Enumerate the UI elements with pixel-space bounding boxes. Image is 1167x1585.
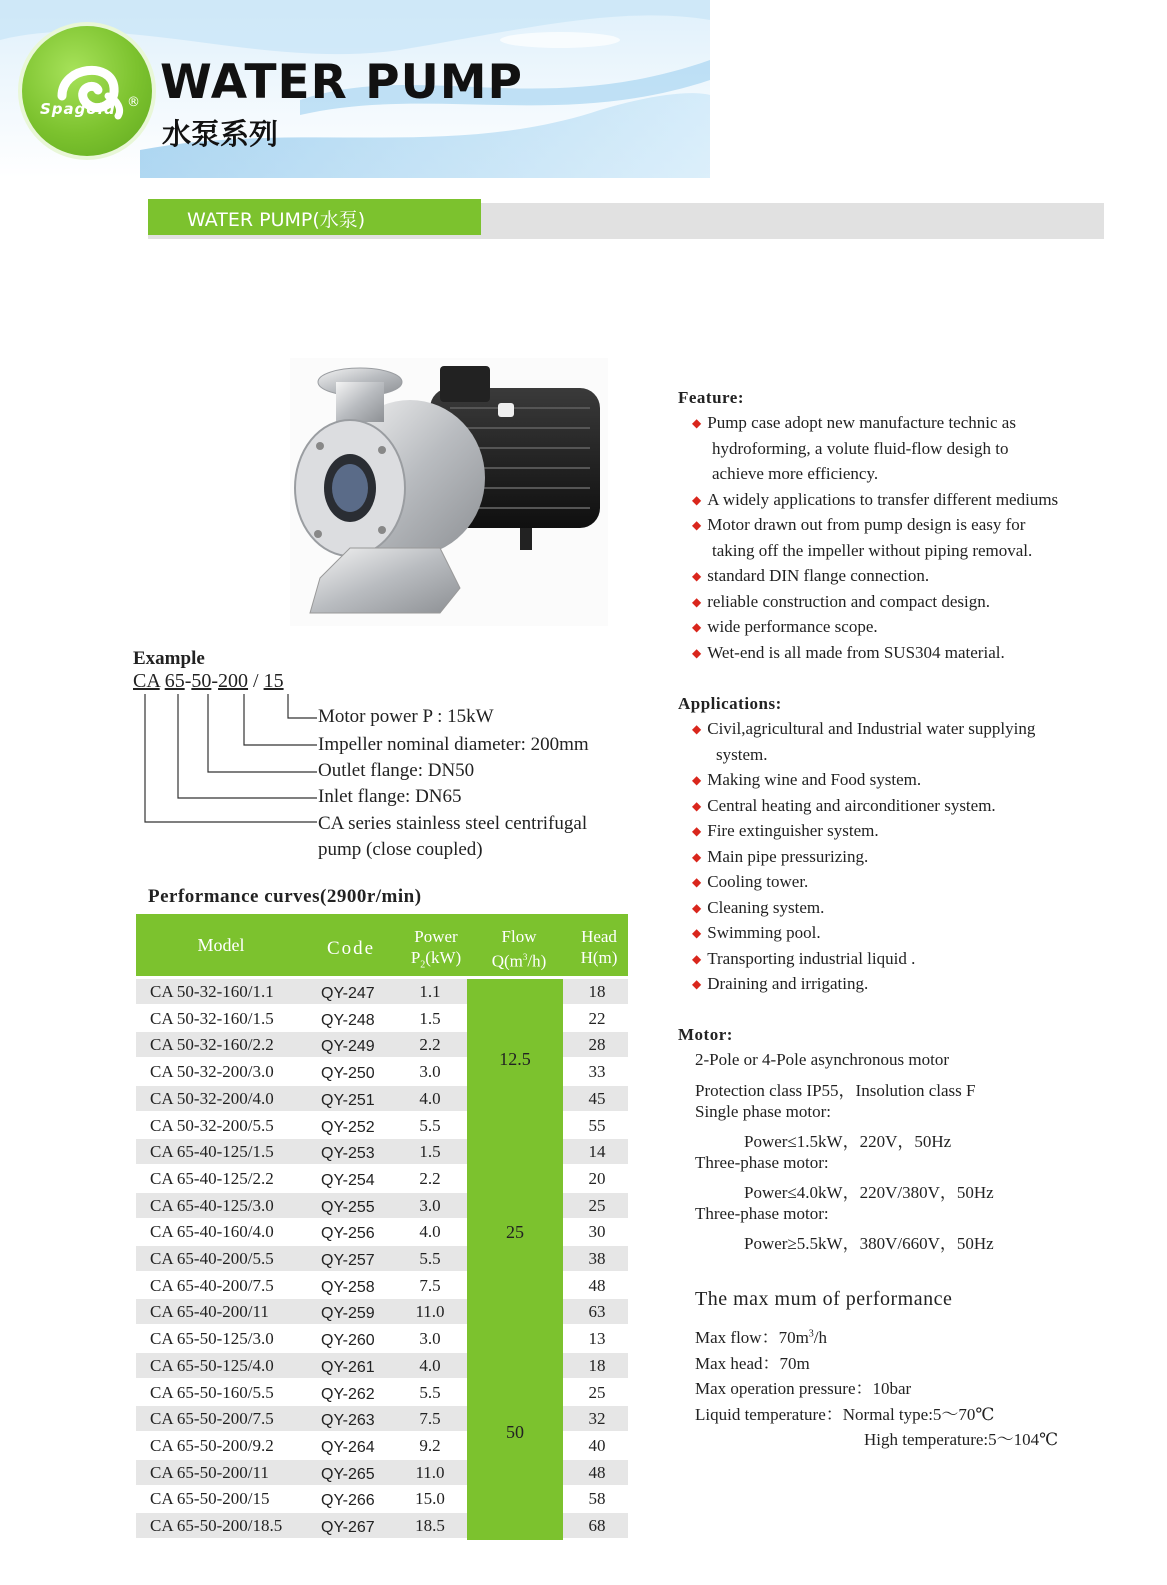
th-head: Head H(m)	[580, 927, 618, 967]
cell-code: QY-262	[321, 1385, 375, 1403]
application-item: ◆ Main pipe pressurizing.	[692, 846, 869, 866]
application-item: ◆ Making wine and Food system.	[692, 770, 922, 789]
application-item: ◆ Draining and irrigating.	[692, 974, 869, 993]
legend-impeller-diameter: Impeller nominal diameter: 200mm	[318, 734, 589, 755]
cell-model: CA 65-50-200/15	[150, 1489, 270, 1509]
cell-model: CA 65-40-200/7.5	[150, 1275, 274, 1295]
cell-power: 18.5	[415, 1516, 445, 1535]
motor-three-label-2: Three-phase motor:	[695, 1204, 829, 1223]
legend-series-line1: CA series stainless steel centrifugal	[318, 813, 588, 834]
cell-code: QY-261	[321, 1358, 375, 1376]
cell-model: CA 65-50-125/4.0	[150, 1355, 274, 1375]
cell-power: 4.0	[419, 1088, 441, 1108]
cell-model: CA 50-32-200/4.0	[150, 1088, 274, 1108]
cell-power: 3.0	[419, 1329, 441, 1349]
max-head: Max head：70m	[695, 1354, 810, 1373]
logo-text: Spagold	[40, 100, 116, 118]
code-series: CA	[133, 670, 160, 692]
application-item-continuation: system.	[716, 744, 768, 764]
cell-model: CA 50-32-200/5.5	[150, 1115, 274, 1135]
red-diamond-bullet-icon: ◆	[692, 569, 702, 583]
cell-head: 14	[588, 1142, 606, 1162]
pump-product-image	[290, 358, 608, 626]
code-inlet: 65	[164, 670, 185, 692]
cell-power: 7.5	[419, 1275, 441, 1295]
feature-item-continuation: achieve more efficiency.	[712, 464, 879, 483]
header	[0, 0, 1167, 178]
cell-power: 15.0	[415, 1489, 445, 1509]
registered-mark: ®	[127, 95, 140, 110]
cell-model: CA 65-40-160/4.0	[150, 1222, 274, 1242]
example-title: Example	[133, 648, 205, 669]
cell-model: CA 50-32-160/1.1	[150, 982, 274, 1001]
red-diamond-bullet-icon: ◆	[692, 900, 702, 915]
cell-head: 45	[588, 1088, 606, 1108]
cell-power: 3.0	[419, 1195, 441, 1215]
feature-item: ◆ A widely applications to transfer different mediums	[692, 489, 1059, 509]
cell-head: 63	[588, 1302, 606, 1322]
cell-model: CA 65-50-125/3.0	[150, 1329, 274, 1349]
red-diamond-bullet-icon: ◆	[692, 518, 702, 532]
logo-swirl-icon	[22, 26, 152, 156]
page-subtitle: 水泵系列	[162, 117, 279, 151]
legend-inlet-flange: Inlet flange: DN65	[318, 786, 462, 807]
th-code: Code	[326, 938, 376, 959]
cell-model: CA 65-50-200/11	[150, 1462, 269, 1482]
feature-item: ◆ wide performance scope.	[692, 617, 878, 636]
red-diamond-bullet-icon: ◆	[692, 722, 702, 736]
code-power: 15	[263, 670, 284, 692]
cell-model: CA 50-32-200/3.0	[150, 1062, 274, 1082]
cell-head: 18	[588, 1355, 606, 1375]
performance-title: Performance curves(2900r/min)	[148, 886, 422, 907]
cell-code: QY-258	[321, 1278, 375, 1296]
cell-head: 28	[588, 1035, 606, 1055]
max-flow: Max flow：$70m^3/h$	[695, 1328, 828, 1347]
cell-head: 33	[588, 1062, 606, 1082]
table-header	[136, 914, 628, 976]
brand-logo	[22, 26, 152, 156]
red-diamond-bullet-icon: ◆	[692, 875, 702, 889]
cell-model: CA 65-40-125/3.0	[150, 1195, 274, 1215]
cell-power: 5.5	[419, 1115, 441, 1135]
red-diamond-bullet-icon: ◆	[692, 849, 702, 864]
cell-power: 2.2	[419, 1168, 441, 1188]
legend-series-line2: pump (close coupled)	[318, 839, 483, 860]
application-item: ◆ Cleaning system.	[692, 897, 825, 917]
red-diamond-bullet-icon: ◆	[692, 977, 702, 991]
motor-three-label-1: Three-phase motor:	[695, 1153, 829, 1172]
cell-code: QY-255	[321, 1198, 375, 1216]
cell-model: CA 50-32-160/1.5	[150, 1008, 274, 1028]
cell-power: 4.0	[419, 1355, 441, 1375]
flow-group-cell: 25	[467, 1139, 563, 1326]
red-diamond-bullet-icon: ◆	[692, 594, 702, 609]
cell-power: 3.0	[419, 1062, 441, 1082]
red-diamond-bullet-icon: ◆	[692, 926, 702, 940]
feature-item-continuation: taking off the impeller without piping removal.	[712, 540, 1033, 560]
cell-power: 4.0	[419, 1222, 441, 1242]
cell-head: 48	[588, 1275, 606, 1295]
flow-group-cell: 12.5	[467, 979, 563, 1139]
example-connector-lines	[133, 690, 333, 830]
cell-code: QY-247	[321, 985, 375, 1002]
cell-code: QY-250	[321, 1065, 375, 1083]
feature-item: ◆ Pump case adopt new manufacture technic as	[692, 413, 1016, 432]
motor-title: Motor:	[678, 1025, 733, 1044]
th-model: Model	[197, 935, 245, 955]
application-item: ◆ Cooling tower.	[692, 872, 809, 891]
cell-code: QY-253	[321, 1145, 375, 1163]
cell-code: QY-257	[321, 1252, 375, 1269]
red-diamond-bullet-icon: ◆	[692, 951, 702, 966]
red-diamond-bullet-icon: ◆	[692, 492, 702, 507]
code-impeller: 200	[218, 670, 249, 692]
flow-group-cell: 50	[467, 1326, 563, 1540]
feature-item: ◆ reliable construction and compact design.	[692, 591, 991, 611]
max-performance-title: The max mum of performance	[695, 1288, 953, 1310]
cell-model: CA 65-40-200/5.5	[150, 1249, 274, 1268]
cell-code: QY-248	[321, 1011, 375, 1029]
application-item: ◆ Fire extinguisher system.	[692, 821, 879, 840]
feature-item-continuation: hydroforming, a volute fluid-flow desigh to	[712, 438, 1009, 458]
cell-code: QY-263	[321, 1412, 375, 1430]
cell-model: CA 65-50-160/5.5	[150, 1382, 274, 1402]
cell-power: 11.0	[415, 1302, 445, 1322]
th-power: Power $P_2(kW)$	[410, 927, 462, 971]
page-title: WATER PUMP	[160, 55, 524, 110]
cell-power: 5.5	[419, 1382, 441, 1402]
th-flow: Flow $Q(m^3/h)$	[491, 927, 547, 971]
cell-code: QY-252	[321, 1118, 375, 1136]
cell-code: QY-266	[321, 1492, 375, 1510]
cell-power: 9.2	[419, 1435, 441, 1455]
cell-head: 22	[588, 1008, 606, 1028]
cell-head: 55	[588, 1115, 606, 1135]
motor-single-value: Power≤1.5kW，220V，50Hz	[744, 1132, 952, 1151]
applications-title: Applications:	[678, 694, 782, 713]
cell-code: QY-249	[321, 1038, 375, 1056]
cell-power: 1.5	[419, 1008, 441, 1028]
cell-model: CA 65-50-200/18.5	[150, 1516, 283, 1535]
application-item: ◆ Swimming pool.	[692, 923, 821, 942]
cell-code: QY-254	[321, 1171, 375, 1189]
application-item: ◆ Transporting industrial liquid .	[692, 948, 916, 968]
cell-model: CA 65-40-125/1.5	[150, 1142, 274, 1162]
application-item: ◆ Civil,agricultural and Industrial water supplying	[692, 719, 1036, 738]
section-banner-label: WATER PUMP(水泵)	[187, 209, 366, 231]
cell-code: QY-256	[321, 1225, 375, 1243]
legend-motor-power: Motor power P : 15kW	[318, 706, 494, 727]
cell-head: 32	[588, 1409, 606, 1429]
temp-normal: Liquid temperature：Normal type:5～70℃	[695, 1405, 995, 1424]
max-pressure: Max operation pressure：10bar	[695, 1379, 912, 1398]
feature-title: Feature:	[678, 388, 744, 407]
cell-power: 5.5	[419, 1249, 441, 1268]
cell-model: CA 50-32-160/2.2	[150, 1035, 274, 1055]
motor-single-label: Single phase motor:	[695, 1102, 831, 1121]
feature-item: ◆ Motor drawn out from pump design is easy for	[692, 515, 1026, 534]
feature-item: ◆ Wet-end is all made from SUS304 material.	[692, 642, 1005, 662]
motor-line2: Protection class IP55，Insolution class F	[695, 1081, 976, 1100]
cell-model: CA 65-50-200/9.2	[150, 1435, 274, 1455]
cell-head: 20	[588, 1168, 606, 1188]
cell-head: 58	[588, 1489, 606, 1509]
cell-model: CA 65-40-125/2.2	[150, 1168, 274, 1188]
cell-head: 38	[588, 1249, 606, 1268]
red-diamond-bullet-icon: ◆	[692, 645, 702, 660]
cell-model: CA 65-40-200/11	[150, 1302, 269, 1322]
cell-head: 30	[588, 1222, 606, 1242]
cell-head: 25	[588, 1195, 606, 1215]
cell-head: 40	[588, 1435, 606, 1455]
cell-code: QY-260	[321, 1332, 375, 1350]
cell-head: 13	[588, 1329, 606, 1349]
cell-head: 25	[588, 1382, 606, 1402]
feature-item: ◆ standard DIN flange connection.	[692, 566, 930, 585]
red-diamond-bullet-icon: ◆	[692, 824, 702, 838]
red-diamond-bullet-icon: ◆	[692, 620, 702, 634]
cell-model: CA 65-50-200/7.5	[150, 1409, 274, 1429]
motor-three-value-2: Power≥5.5kW，380V/660V，50Hz	[744, 1234, 994, 1253]
cell-head: 48	[588, 1462, 606, 1482]
example-model-code: CA 65-50-200 / 15	[133, 670, 284, 692]
legend-outlet-flange: Outlet flange: DN50	[318, 760, 475, 781]
motor-line1: 2-Pole or 4-Pole asynchronous motor	[695, 1050, 950, 1069]
cell-power: 1.5	[419, 1142, 441, 1162]
red-diamond-bullet-icon: ◆	[692, 773, 702, 787]
temp-high: High temperature:5～104℃	[864, 1430, 1059, 1449]
motor-three-value-1: Power≤4.0kW，220V/380V，50Hz	[744, 1183, 994, 1202]
cell-head: 68	[588, 1516, 606, 1535]
cell-code: QY-264	[321, 1438, 375, 1456]
cell-power: 1.1	[419, 982, 441, 1001]
cell-power: 2.2	[419, 1035, 441, 1055]
code-outlet: 50	[191, 670, 212, 692]
cell-code: QY-251	[321, 1091, 375, 1109]
red-diamond-bullet-icon: ◆	[692, 416, 702, 430]
cell-code: QY-259	[321, 1305, 375, 1323]
cell-power: 7.5	[419, 1409, 441, 1429]
cell-code: QY-265	[321, 1465, 375, 1483]
application-item: ◆ Central heating and airconditioner system.	[692, 795, 996, 815]
cell-head: 18	[588, 982, 606, 1001]
cell-code: QY-267	[321, 1519, 375, 1536]
cell-power: 11.0	[415, 1462, 445, 1482]
red-diamond-bullet-icon: ◆	[692, 798, 702, 813]
